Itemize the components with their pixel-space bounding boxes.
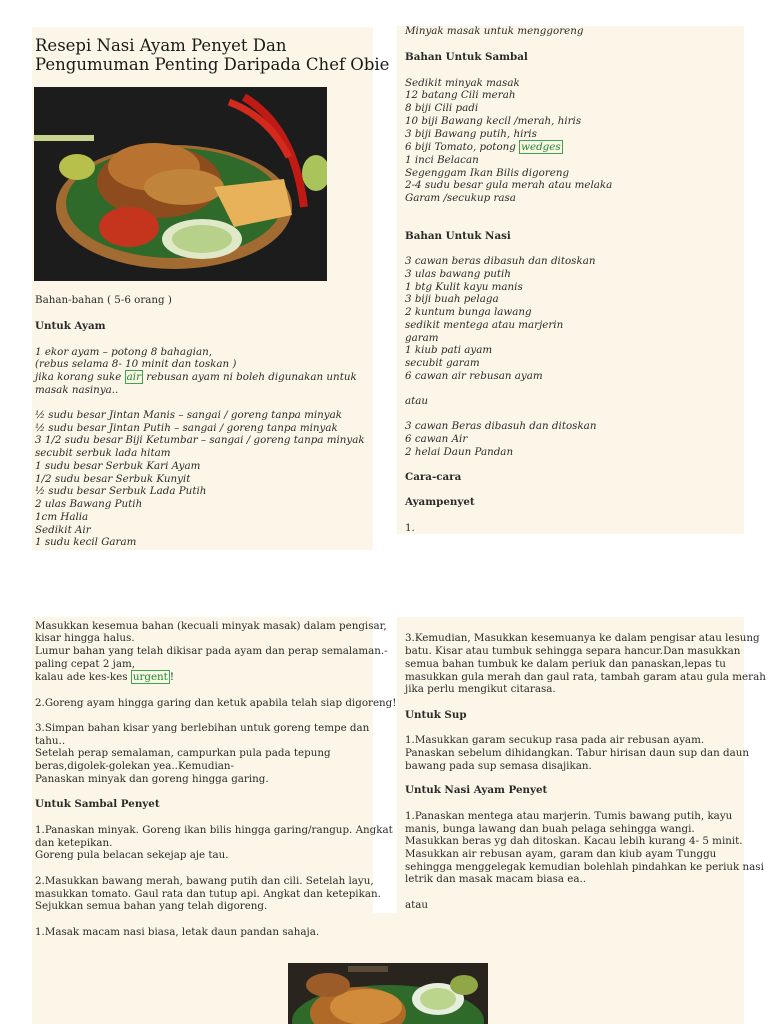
step-line: Lumur bahan yang telah dikisar pada ayam dan perap semalaman.- [35,645,388,657]
ingredient-line: Garam /secukup rasa [405,192,516,204]
ingredient-line: Segenggam Ikan Bilis digoreng [405,167,570,179]
ingredient-line: 1 sudu besar Serbuk Kari Ayam [35,460,201,472]
ingredient-line: 2 ulas Bawang Putih [35,498,143,510]
ingredient-line: Sedikit Air [35,524,91,536]
step-line: 2.Goreng ayam hingga garing dan ketuk apabila telah siap digoreng! [35,697,397,709]
ingredient-line: 2-4 sudu besar gula merah atau melaka [405,179,613,191]
step-line: 1.Panaskan mentega atau marjerin. Tumis bawang putih, kayu [405,810,733,822]
step-line: tahu.. [35,735,66,747]
servings-text: Bahan-bahan ( 5-6 orang ) [35,294,172,306]
ingredient-line: 3 cawan beras dibasuh dan ditoskan [405,255,596,267]
ingredient-line: 2 helai Daun Pandan [405,446,514,458]
sambal-penyet-heading: Untuk Sambal Penyet [35,798,160,810]
step-line: 1.Panaskan minyak. Goreng ikan bilis hingga garing/rangup. Angkat [35,824,393,836]
step-line: kisar hingga halus. [35,632,135,644]
caracara-heading: Cara-cara [405,471,462,483]
step-number: 1. [405,522,415,534]
step-line: 2.Masukkan bawang merah, bawang putih dan cili. Setelah layu, [35,875,374,887]
step-line: masukkan tomato. Gaul rata dan tutup api. Angkat dan ketepikan. [35,888,381,900]
step-line: Masukkan air rebusan ayam, garam dan kiub ayam Tunggu [405,848,717,860]
step-line: Masukkan beras yg dah ditoskan. Kacau lebih kurang 4- 5 minit. [405,835,743,847]
page-title-line-2: Pengumuman Penting Daripada Chef Obie [35,55,390,74]
step-line: Masukkan kesemua bahan (kecuali minyak masak) dalam pengisar, [35,620,387,632]
step-line: jika perlu mengikut citarasa. [405,683,556,695]
step-line-text: kalau ade kes-kes [35,671,131,683]
step-line: Panaskan minyak dan goreng hingga garing. [35,773,269,785]
ingredient-line: (rebus selama 8- 10 minit dan toskan ) [35,358,237,370]
step-line: letrik dan masak macam biasa ea.. [405,873,587,885]
step-line: semua bahan tumbuk ke dalam periuk dan panaskan,lepas tu [405,658,726,670]
ingredient-line: 1 sudu kecil Garam [35,536,137,548]
air-link[interactable]: air [126,371,142,383]
atau-text: atau [405,395,429,407]
sambal-ingredients-heading: Bahan Untuk Sambal [405,51,528,63]
ayampenyet-heading: Ayampenyet [405,496,475,508]
wedges-link[interactable]: wedges [521,141,561,153]
page-title-line-1: Resepi Nasi Ayam Penyet Dan [35,36,287,55]
ingredient-line: 3 biji Bawang putih, hiris [405,128,537,140]
step-line: bawang pada sup semasa disajikan. [405,760,592,772]
ingredient-line: 3 1/2 sudu besar Biji Ketumbar – sangai / goreng tanpa minyak [35,434,365,446]
ingredient-line: Minyak masak untuk menggoreng [405,25,584,37]
ingredient-line-text: rebusan ayam ni boleh digunakan untuk [143,371,357,383]
step-line: dan ketepikan. [35,837,113,849]
step-line: 1.Masak macam nasi biasa, letak daun pandan sahaja. [35,926,320,938]
ingredient-line: secubit serbuk lada hitam [35,447,171,459]
ingredient-line: ½ sudu besar Jintan Manis – sangai / goreng tanpa minyak [35,409,342,421]
ingredient-line: ½ sudu besar Jintan Putih – sangai / goreng tanpa minyak [35,422,338,434]
ingredient-line: 1 inci Belacan [405,154,479,166]
ingredient-line: secubit garam [405,357,480,369]
ingredient-line-text: jika korang suke [35,371,125,383]
step-line: Goreng pula belacan sekejap aje tau. [35,849,229,861]
ingredient-line: 1 btg Kulit kayu manis [405,281,523,293]
ingredient-line: 6 cawan Air [405,433,468,445]
step-line: 3.Kemudian, Masukkan kesemuanya ke dalam pengisar atau lesung [405,632,760,644]
ingredient-line: garam [405,332,439,344]
ingredient-line: Sedikit minyak masak [405,77,520,89]
ingredient-line: 1 kiub pati ayam [405,344,493,356]
ingredient-line: 3 ulas bawang putih [405,268,511,280]
ingredient-line: sedikit mentega atau marjerin [405,319,564,331]
nasi-ayam-penyet-heading: Untuk Nasi Ayam Penyet [405,784,548,796]
step-line: batu. Kisar atau tumbuk sehingga separa hancur.Dan masukkan [405,645,741,657]
ingredient-line: 3 cawan Beras dibasuh dan ditoskan [405,420,597,432]
step-line: Panaskan sebelum dihidangkan. Tabur hirisan daun sup dan daun [405,747,750,759]
step-line: Sejukkan semua bahan yang telah digoreng. [35,900,268,912]
step-line: paling cepat 2 jam, [35,658,136,670]
ingredient-line: 1/2 sudu besar Serbuk Kunyit [35,473,191,485]
food-photo-main [34,87,327,281]
ingredient-line: 2 kuntum bunga lawang [405,306,532,318]
step-line: manis, bunga lawang dan buah pelaga sehingga wangi. [405,823,695,835]
ingredient-line: masak nasinya.. [35,384,119,396]
ingredient-line: 10 biji Bawang kecil /merah, hiris [405,115,582,127]
ingredient-line-text: 6 biji Tomato, potong [405,141,520,153]
ingredient-line: 1 ekor ayam – potong 8 bahagian, [35,346,212,358]
sup-heading: Untuk Sup [405,709,467,721]
ayam-heading: Untuk Ayam [35,320,106,332]
ingredient-line: 6 cawan air rebusan ayam [405,370,543,382]
step-line: masukkan gula merah dan gaul rata, tambah garam atau gula merah [405,671,766,683]
ingredient-line: 3 biji buah pelaga [405,293,499,305]
ingredient-line [35,371,357,384]
step-line: Setelah perap semalaman, campurkan pula pada tepung [35,747,331,759]
step-line: 3.Simpan bahan kisar yang berlebihan untuk goreng tempe dan [35,722,370,734]
ingredient-line: 12 batang Cili merah [405,89,516,101]
ingredient-line: 1cm Halia [35,511,89,523]
step-line: 1.Masukkan garam secukup rasa pada air rebusan ayam. [405,734,705,746]
step-line: beras,digolek-golekan yea..Kemudian- [35,760,234,772]
step-line-text: ! [169,671,174,683]
step-line [35,671,174,684]
step-line: sehingga menggelegak kemudian bolehlah pindahkan ke periuk nasi [405,861,764,873]
food-photo-bottom [288,963,488,1024]
atau-text: atau [405,899,429,911]
nasi-ingredients-heading: Bahan Untuk Nasi [405,230,511,242]
ingredient-line: ½ sudu besar Serbuk Lada Putih [35,485,207,497]
ingredient-line [405,141,563,154]
urgent-link[interactable]: urgent [132,671,168,683]
ingredient-line: 8 biji Cili padi [405,102,479,114]
